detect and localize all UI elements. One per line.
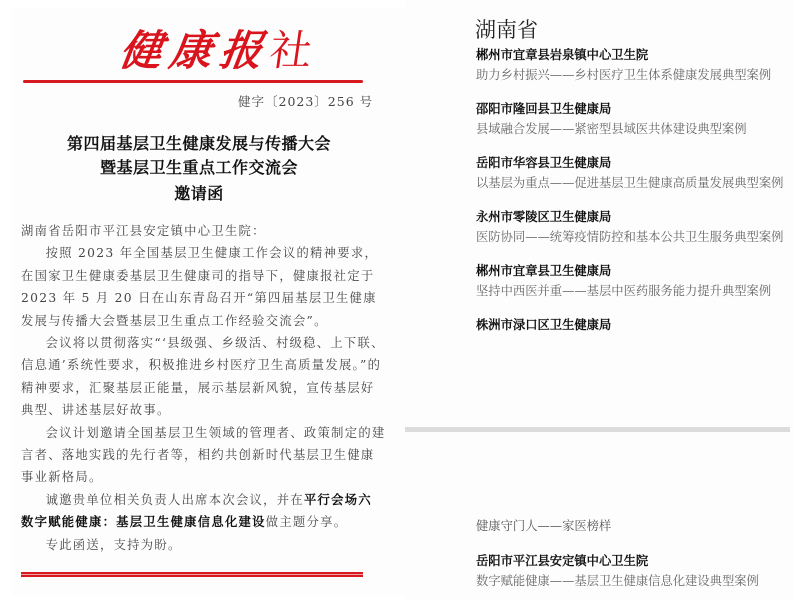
entry-case: 助力乡村振兴——乡村医疗卫生体系健康发展典型案例 [476,68,772,82]
paragraph-1: 按照 2023 年全国基层卫生健康工作会议的精神要求，在国家卫生健康委基层卫生健康司的指导下，健康报社定于 2023 年 5 月 20 日在山东青岛召开“第四届基层卫生健康发展与传播大会暨基层卫生重点工作经验交流会”。 [21,246,379,328]
case-entry [476,262,771,300]
entry-org: 岳阳市华容县卫生健康局 [476,156,612,170]
entry-case: 以基层为重点——促进基层卫生健康高质量发展典型案例 [476,176,784,190]
case-entry [476,154,783,192]
case-entry [476,100,747,138]
title-line-2: 暨基层卫生重点工作交流会 [99,158,298,177]
entry-org: 郴州市宜章县卫生健康局 [476,264,612,278]
paragraph-3: 会议计划邀请全国基层卫生领域的管理者、政策制定的建言者、落地实践的先行者等，相约共创新时代基层卫生健康事业新格局。 [21,425,386,485]
logo-last-char: 社 [266,26,324,75]
letter-body [21,220,387,556]
section2-heading-entry [476,515,611,535]
title-line-1: 第四届基层卫生健康发展与传播大会 [66,134,331,153]
newspaper-logo [116,26,343,76]
entry-org: 永州市零陵区卫生健康局 [476,210,612,224]
title-line-3: 邀请函 [174,184,224,203]
red-header-rule [23,80,363,83]
case-entry [476,316,611,334]
entry-org: 岳阳市平江县安定镇中心卫生院 [476,554,649,568]
case-entry [476,552,759,590]
paragraph-2: 会议将以贯彻落实“‘县级强、乡级活、村级稳、上下联、信息通’系统性要求，积极推进乡村医疗卫生高质量发展。”的精神要求，汇聚基层正能量，展示基层新风貌，宣传基层好典型、讲述基层好故事。 [21,336,385,418]
salutation: 湖南省岳阳市平江县安定镇中心卫生院： [21,224,266,238]
invite-prefix: 诚邀贵单位相关负责人出席本次会议，并在 [45,492,304,507]
entry-org: 郴州市宜章县岩泉镇中心卫生院 [476,48,649,62]
invite-session-name: 平行会场六 数字赋能健康：基层卫生健康信息化建设 [21,492,372,530]
entry-case: 坚持中西医并重——基层中医药服务能力提升典型案例 [476,284,772,298]
entry-case: 数字赋能健康——基层卫生健康信息化建设典型案例 [476,574,759,588]
entry-org: 邵阳市隆回县卫生健康局 [476,102,612,116]
case-entry [476,46,771,84]
case-list-panel [405,0,793,600]
page-divider-bar [405,427,790,432]
invite-suffix: 做主题分享。 [265,515,348,530]
invite-paragraph [21,489,387,534]
red-footer-rule [21,572,363,577]
section2-heading: 健康守门人——家医榜样 [476,519,612,533]
case-entry [476,208,783,246]
document-number: 健字〔2023〕256 号 [238,94,374,109]
entry-case: 医防协同——统筹疫情防控和基本公共卫生服务典型案例 [476,230,784,244]
entry-org: 株洲市渌口区卫生健康局 [476,318,612,332]
logo-script-text: 健康报 [116,26,274,75]
closing: 专此函送，支持为盼。 [45,537,182,552]
province-heading: 湖南省 [475,18,538,42]
entry-case: 县域融合发展——紧密型县域医共体建设典型案例 [476,122,747,136]
